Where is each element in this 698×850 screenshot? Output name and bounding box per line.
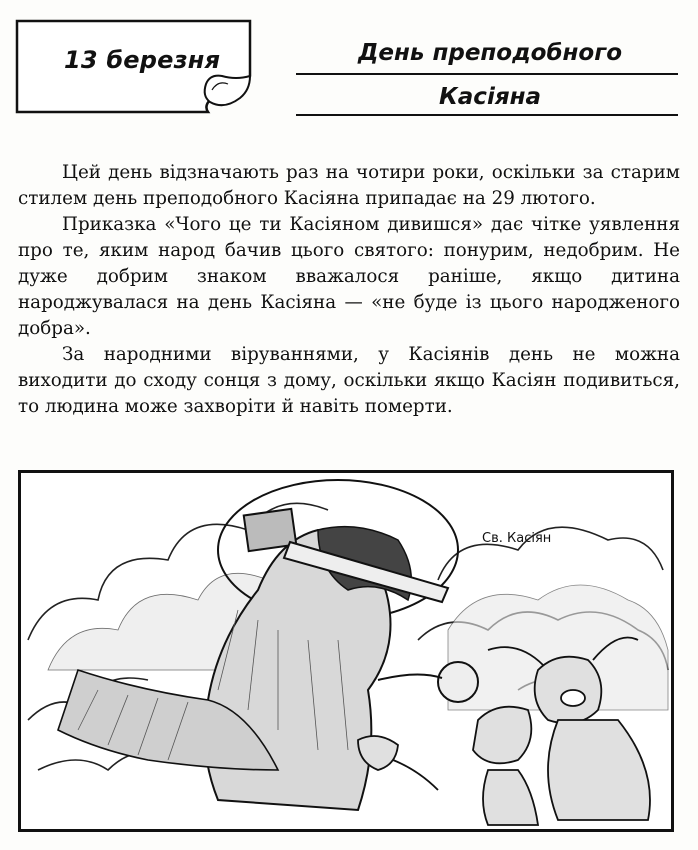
paragraph-1: Цей день відзначають раз на чотири роки, оскільки за старим стилем день преподобного Касіяна припадає на 29 лютого. bbox=[18, 162, 680, 209]
article-body bbox=[18, 160, 680, 420]
date-box bbox=[14, 18, 254, 114]
title-rule-1 bbox=[296, 73, 678, 75]
title-rule-2 bbox=[296, 114, 678, 116]
title-line-2: Касіяна bbox=[438, 84, 542, 110]
paragraph-3: За народними віруваннями, у Касіянів день не можна виходити до сходу сонця з дому, оскільки якщо Касіян подивиться, то людина може захворіти й навіть померти. bbox=[18, 344, 680, 417]
caption-label: Св. Касіян bbox=[482, 531, 552, 546]
date-label: 13 березня bbox=[64, 46, 221, 74]
title-line-1: День преподобного bbox=[357, 40, 623, 66]
saint-kasian-illustration bbox=[18, 470, 674, 832]
paragraph-2: Приказка «Чого це ти Касіяном дивишся» дає чітке уявлення про те, яким народ бачив цього святого: понурим, недобрим. Не дуже добрим знаком вважалося раніше, якщо дитина народжувалася на день Касіяна — «не буде із цього народженого добра». bbox=[18, 214, 680, 339]
illustration-drawing bbox=[18, 470, 674, 832]
